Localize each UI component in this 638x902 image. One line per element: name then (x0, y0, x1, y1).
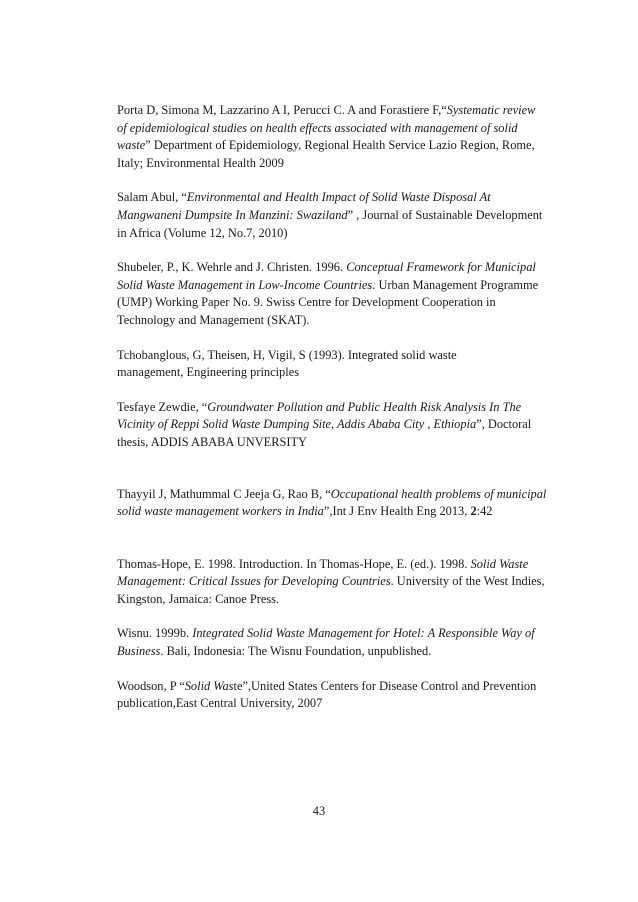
reference-line (117, 503, 564, 521)
reference-text: . Bali, Indonesia: The Wisnu Foundation, unpublished. (160, 644, 432, 659)
reference-text: Thayyil J, Mathummal C Jeeja G, Rao B, “ (117, 486, 331, 501)
reference-line (117, 695, 564, 713)
reference-text: Porta D, Simona M, Lazzarino A I, Perucci C. A and Forastiere F,“ (117, 103, 447, 117)
reference-list (117, 102, 564, 713)
reference-text: Solid Waste (470, 556, 529, 571)
reference-text: ”, Doctoral (476, 417, 532, 432)
reference-text: Salam Abul, “ (117, 190, 187, 205)
reference-tesfaye (117, 399, 564, 452)
reference-text: ” Department of Epidemiology, Regional Health Service Lazio Region, Rome, (145, 138, 535, 153)
reference-text: Occupational health problems of municipal (330, 486, 547, 501)
reference-wisnu (117, 625, 564, 660)
reference-text: . Urban Management Programme (372, 277, 539, 292)
reference-text: thesis, ADDIS ABABA UNVERSITY (117, 434, 308, 449)
reference-thayyil (117, 486, 564, 521)
reference-text: Mangwaneni Dumpsite In Manzini: Swaziland (117, 207, 348, 222)
reference-line (117, 277, 564, 295)
reference-line (117, 259, 564, 277)
reference-line (117, 434, 564, 452)
reference-text: Solid Waste Management in Low-Income Countries (117, 277, 373, 292)
reference-line (117, 155, 564, 173)
reference-line (117, 312, 564, 330)
reference-porta (117, 102, 564, 172)
reference-text: Management: Critical Issues for Developing Countries (117, 574, 391, 589)
reference-text: Systematic review (446, 103, 536, 117)
reference-text: of epidemiological studies on health effects associated with management of solid (117, 120, 518, 135)
reference-woodson (117, 678, 564, 713)
reference-line (117, 399, 564, 417)
reference-line (117, 137, 564, 155)
reference-line (117, 643, 564, 661)
reference-text: Conceptual Framework for Municipal (346, 260, 536, 275)
reference-line (117, 189, 564, 207)
reference-text: in Africa (Volume 12, No.7, 2010) (117, 225, 288, 240)
reference-line (117, 678, 564, 696)
reference-line (117, 625, 564, 643)
reference-text: Tchobanglous, G, Theisen, H, Vigil, S (1993). Integrated solid waste (117, 347, 457, 362)
reference-text: Technology and Management (SKAT). (117, 312, 310, 327)
reference-text: ”,Int J Env Health Eng 2013, (323, 504, 471, 519)
reference-text: Shubeler, P., K. Wehrle and J. Christen. 1996. (117, 260, 347, 275)
reference-salam (117, 189, 564, 242)
reference-line (117, 556, 564, 574)
reference-text: Environmental and Health Impact of Solid Waste Disposal At (186, 190, 491, 205)
reference-text: 2 (470, 504, 477, 519)
reference-shubeler (117, 259, 564, 329)
reference-line (117, 120, 564, 138)
reference-text: management, Engineering principles (117, 365, 300, 380)
reference-text: Solid Was (184, 678, 234, 693)
reference-line (117, 102, 564, 120)
reference-text: Vicinity of Reppi Solid Waste Dumping Site, Addis Ababa City , Ethiopia (117, 417, 477, 432)
reference-text: Tesfaye Zewdie, “ (117, 399, 208, 414)
reference-text: Integrated Solid Waste Management for Hotel: A Responsible Way of (192, 626, 535, 641)
reference-text: waste (117, 138, 146, 153)
reference-line (117, 294, 564, 312)
reference-line (117, 347, 564, 365)
reference-text: publication,East Central University, 2007 (117, 696, 323, 711)
reference-line (117, 486, 564, 504)
reference-line (117, 207, 564, 225)
reference-text: Kingston, Jamaica: Canoe Press. (117, 591, 280, 606)
reference-thomas (117, 556, 564, 609)
reference-line (117, 416, 564, 434)
reference-text: ” , Journal of Sustainable Development (347, 207, 543, 222)
reference-text: Thomas-Hope, E. 1998. Introduction. In Thomas-Hope, E. (ed.). 1998. (117, 556, 471, 571)
reference-line (117, 364, 564, 382)
reference-text: (UMP) Working Paper No. 9. Swiss Centre for Development Cooperation in (117, 295, 496, 310)
reference-text: Groundwater Pollution and Public Health Risk Analysis In The (207, 399, 522, 414)
reference-line (117, 573, 564, 591)
reference-tchobanglous (117, 347, 564, 382)
reference-text: solid waste management workers in India (117, 504, 324, 519)
reference-line (117, 225, 564, 243)
page-number: 43 (312, 804, 326, 818)
reference-text: Wisnu. 1999b. (117, 626, 193, 641)
reference-text: :42 (476, 504, 493, 519)
reference-text: Woodson, P “ (117, 678, 185, 693)
reference-text: te”,United States Centers for Disease Control and Prevention (233, 678, 537, 693)
reference-text: . University of the West Indies, (390, 574, 545, 589)
reference-text: Italy; Environmental Health 2009 (117, 155, 284, 170)
reference-line (117, 591, 564, 609)
reference-text: Business (117, 644, 161, 659)
